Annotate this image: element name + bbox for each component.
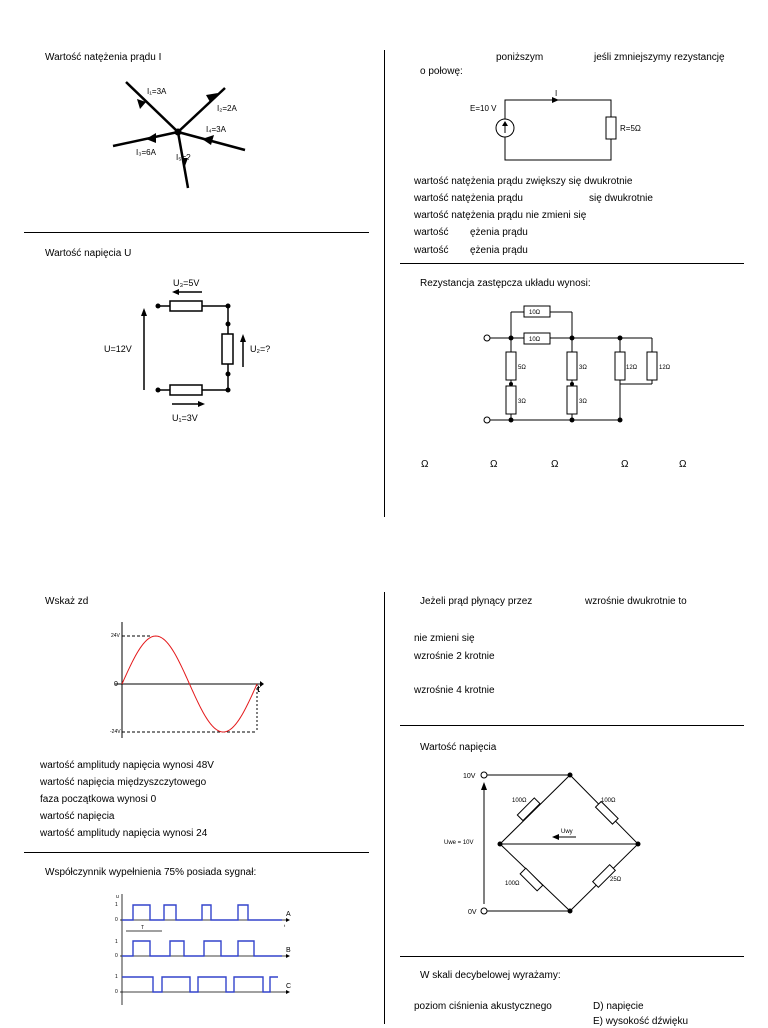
- q4-label-r1: 10Ω: [529, 310, 541, 316]
- q7-answer-3: wzrośnie 4 krotnie: [414, 685, 495, 696]
- q6-label-signal-a: A: [286, 911, 291, 918]
- q3-answer-5: wartość: [414, 245, 449, 256]
- q1-node-diagram: [110, 80, 260, 190]
- signal-a-wave: [122, 905, 282, 920]
- q6-label-one-c: 1: [115, 974, 118, 980]
- q8-label-uwy: Uwy: [561, 829, 573, 835]
- q3-title-a: poniższym: [496, 52, 544, 63]
- q6-label-one-b: 1: [115, 939, 118, 945]
- divider-q7-q8: [400, 725, 744, 726]
- q6-label-signal-c: C: [286, 983, 292, 990]
- q4-resistor-network: [480, 300, 680, 430]
- q9-option-d: D) napięcie: [593, 1001, 644, 1012]
- q5-answer-1: wartość amplitudy napięcia wynosi 48V: [40, 760, 214, 771]
- q1-label-i3: I₃=6A: [136, 148, 156, 157]
- q4-label-r5: 3Ω: [579, 365, 587, 371]
- q1-label-i2: I₂=2A: [217, 104, 237, 113]
- q1-label-i4: I₄=3A: [206, 125, 226, 134]
- q5-answer-3: faza początkowa wynosi 0: [40, 794, 157, 805]
- q4-title: Rezystancja zastępcza układu wynosi:: [420, 278, 591, 289]
- q8-label-r1: 100Ω: [512, 798, 527, 804]
- q5-answer-5: wartość amplitudy napięcia wynosi 24: [40, 828, 208, 839]
- q6-label-zero-c: 0: [115, 989, 118, 995]
- q8-label-uwe: Uwe = 10V: [444, 840, 474, 846]
- q7-title-b: wzrośnie dwukrotnie to: [585, 596, 687, 607]
- signal-c-wave: [122, 977, 278, 992]
- q4-unit-e: Ω: [679, 459, 687, 470]
- q3-answer-4: wartość: [414, 227, 449, 238]
- q3-answer-2: wartość natężenia prądu: [414, 193, 523, 204]
- q3-circuit: [460, 86, 660, 166]
- q4-label-r6: 3Ω: [579, 399, 587, 405]
- q5-sine-chart: [105, 620, 270, 740]
- divider-q5-q6: [24, 852, 369, 853]
- q8-label-10v: 10V: [463, 773, 476, 780]
- column-divider-bottom: [384, 592, 385, 1024]
- q2-circuit: [100, 272, 290, 432]
- q4-label-r4: 3Ω: [518, 399, 526, 405]
- q3-label-resistor: R=5Ω: [620, 124, 641, 133]
- q4-unit-c: Ω: [551, 459, 559, 470]
- q3-answer-4-tail: ężenia prądu: [470, 227, 528, 238]
- q4-label-r3: 5Ω: [518, 365, 526, 371]
- q4-unit-b: Ω: [490, 459, 498, 470]
- q8-label-r4: 25Ω: [610, 877, 622, 883]
- q3-title-b: jeśli zmniejszymy rezystancję: [594, 52, 725, 63]
- divider-q3-q4: [400, 263, 744, 264]
- q3-title-c: o połowę:: [420, 66, 463, 77]
- q9-title: W skali decybelowej wyrażamy:: [420, 970, 561, 981]
- q2-title: Wartość napięcia U: [45, 248, 132, 259]
- q7-answer-2: wzrośnie 2 krotnie: [414, 651, 495, 662]
- q2-label-u2: U₂=?: [250, 344, 271, 354]
- divider-q1-q2: [24, 232, 369, 233]
- q3-answer-2-tail: się dwukrotnie: [589, 193, 653, 204]
- divider-q8-q9: [400, 956, 744, 957]
- q8-label-r2: 100Ω: [601, 798, 616, 804]
- q5-label-ymax: 24V: [111, 633, 120, 639]
- q2-label-u1: U₁=3V: [172, 413, 198, 423]
- q4-label-r8: 12Ω: [659, 365, 671, 371]
- q4-unit-a: Ω: [421, 459, 429, 470]
- q6-label-one-a: 1: [115, 902, 118, 908]
- q3-label-current: I: [555, 89, 558, 98]
- q4-label-r7: 12Ω: [626, 365, 638, 371]
- q9-option-e: E) wysokość dźwięku: [593, 1016, 689, 1027]
- q3-answer-3: wartość natężenia prądu nie zmieni się: [414, 210, 587, 221]
- q8-label-0v: 0V: [468, 909, 477, 916]
- q1-title: Wartość natężenia prądu I: [45, 52, 162, 63]
- q6-label-signal-b: B: [286, 947, 291, 954]
- q4-unit-d: Ω: [621, 459, 629, 470]
- q5-title: Wskaż zd: [45, 596, 89, 607]
- q7-title-a: Jeżeli prąd płynący przez: [420, 596, 533, 607]
- column-divider-top: [384, 50, 385, 517]
- q6-label-u: u: [116, 894, 119, 900]
- q6-signal-diagram: [110, 890, 300, 1010]
- q6-title: Współczynnik wypełnienia 75% posiada sygnał:: [45, 867, 257, 878]
- q8-label-r3: 100Ω: [505, 881, 520, 887]
- q6-label-t: t: [284, 923, 286, 928]
- q5-label-t: t: [257, 684, 260, 694]
- q6-label-zero-b: 0: [115, 953, 118, 959]
- q5-label-zero: 0: [114, 681, 118, 688]
- q4-label-r2: 10Ω: [529, 337, 541, 343]
- q5-answer-4: wartość napięcia: [40, 811, 115, 822]
- q6-label-T: T: [141, 925, 145, 931]
- q2-label-u: U=12V: [104, 344, 132, 354]
- q2-label-u3: U₃=5V: [173, 278, 200, 288]
- q5-label-ymin: -24V: [110, 729, 121, 735]
- q3-answer-1: wartość natężenia prądu zwiększy się dwukrotnie: [414, 176, 633, 187]
- q1-label-i5: I₅=?: [176, 153, 191, 162]
- q3-answer-5-tail: ężenia prądu: [470, 245, 528, 256]
- signal-b-wave: [122, 941, 282, 956]
- q9-option-1: poziom ciśnienia akustycznego: [414, 1001, 552, 1012]
- q7-answer-1: nie zmieni się: [414, 633, 475, 644]
- q1-label-i1: I₁=3A: [147, 87, 167, 96]
- q3-label-source: E=10 V: [470, 104, 497, 113]
- q6-label-zero-a: 0: [115, 917, 118, 923]
- q8-title: Wartość napięcia: [420, 742, 497, 753]
- q8-bridge-circuit: [430, 764, 650, 934]
- q5-answer-2: wartość napięcia międzyszczytowego: [40, 777, 207, 788]
